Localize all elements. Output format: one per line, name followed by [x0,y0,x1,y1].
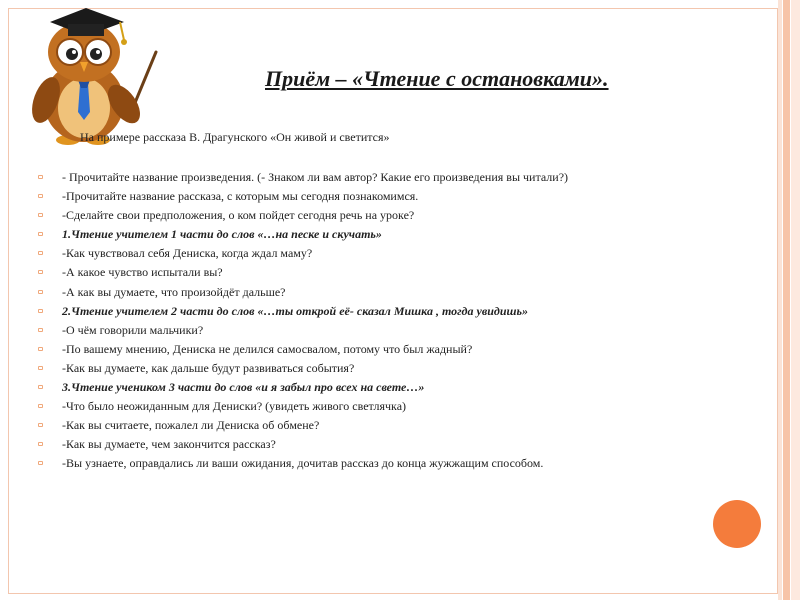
list-item-text: 3.Чтение учеником 3 части до слов «и я забыл про всех на свете…» [62,380,425,395]
list-item [38,263,758,282]
bullet-icon [38,194,43,198]
bullet-icon [38,461,43,465]
bullet-icon [38,270,43,274]
bullet-icon [38,347,43,351]
list-item-text: -Что было неожиданным для Дениски? (увидеть живого светлячка) [62,399,407,414]
decor-stripe [778,0,782,600]
bullet-icon [38,175,43,179]
list-item-heading [38,378,758,397]
question-list [38,168,758,474]
list-item-text: -По вашему мнению, Дениска не делился самосвалом, потому что был жадный? [62,341,473,356]
list-item [38,416,758,435]
accent-circle [713,500,761,548]
list-item [38,397,758,416]
bullet-icon [38,423,43,427]
list-item-text: -Как вы считаете, пожалел ли Дениска об обмене? [62,418,320,433]
list-item-text: -Как вы думаете, как дальше будут развиваться события? [62,360,355,375]
list-item-text: -О чём говорили мальчики? [62,322,204,337]
bullet-icon [38,232,43,236]
bullet-icon [38,213,43,217]
bullet-icon [38,290,43,294]
decor-stripe [791,0,800,600]
list-item [38,187,758,206]
list-item [38,283,758,302]
slide-subtitle: На примере рассказа В. Драгунского «Он живой и светится» [80,130,390,144]
decor-stripe [783,0,790,600]
list-item-heading [38,225,758,244]
list-item [38,206,758,225]
list-item-text: -Вы узнаете, оправдались ли ваши ожидания, дочитав рассказ до конца жужжащим способом. [62,456,544,471]
bullet-icon [38,328,43,332]
list-item [38,435,758,454]
slide-title: Приём – «Чтение с остановками». [265,66,609,91]
bullet-icon [38,309,43,313]
list-item [38,359,758,378]
list-item-text: -Прочитайте название рассказа, с которым мы сегодня познакомимся. [62,189,419,204]
list-item-text: 1.Чтение учителем 1 части до слов «…на песке и скучать» [62,227,382,242]
bullet-icon [38,404,43,408]
list-item [38,168,758,187]
list-item-text: - Прочитайте название произведения. (- Знаком ли вам автор? Какие его произведения вы читали?) [62,170,569,184]
list-item-text: 2.Чтение учителем 2 части до слов «…ты открой её- сказал Мишка , тогда увидишь» [62,303,528,318]
list-item-heading [38,302,758,321]
bullet-icon [38,385,43,389]
list-item-text: -Сделайте свои предположения, о ком пойдет сегодня речь на уроке? [62,208,415,223]
list-item-text: -А какое чувство испытали вы? [62,265,223,280]
list-item-text: -Как вы думаете, чем закончится рассказ? [62,437,276,452]
list-item [38,340,758,359]
list-item-text: -Как чувствовал себя Дениска, когда ждал маму? [62,246,313,261]
owl-teacher-icon [20,0,160,150]
list-item [38,244,758,263]
bullet-icon [38,251,43,255]
bullet-icon [38,442,43,446]
list-item [38,321,758,340]
list-item [38,454,758,473]
bullet-icon [38,366,43,370]
list-item-text: -А как вы думаете, что произойдёт дальше? [62,284,286,299]
